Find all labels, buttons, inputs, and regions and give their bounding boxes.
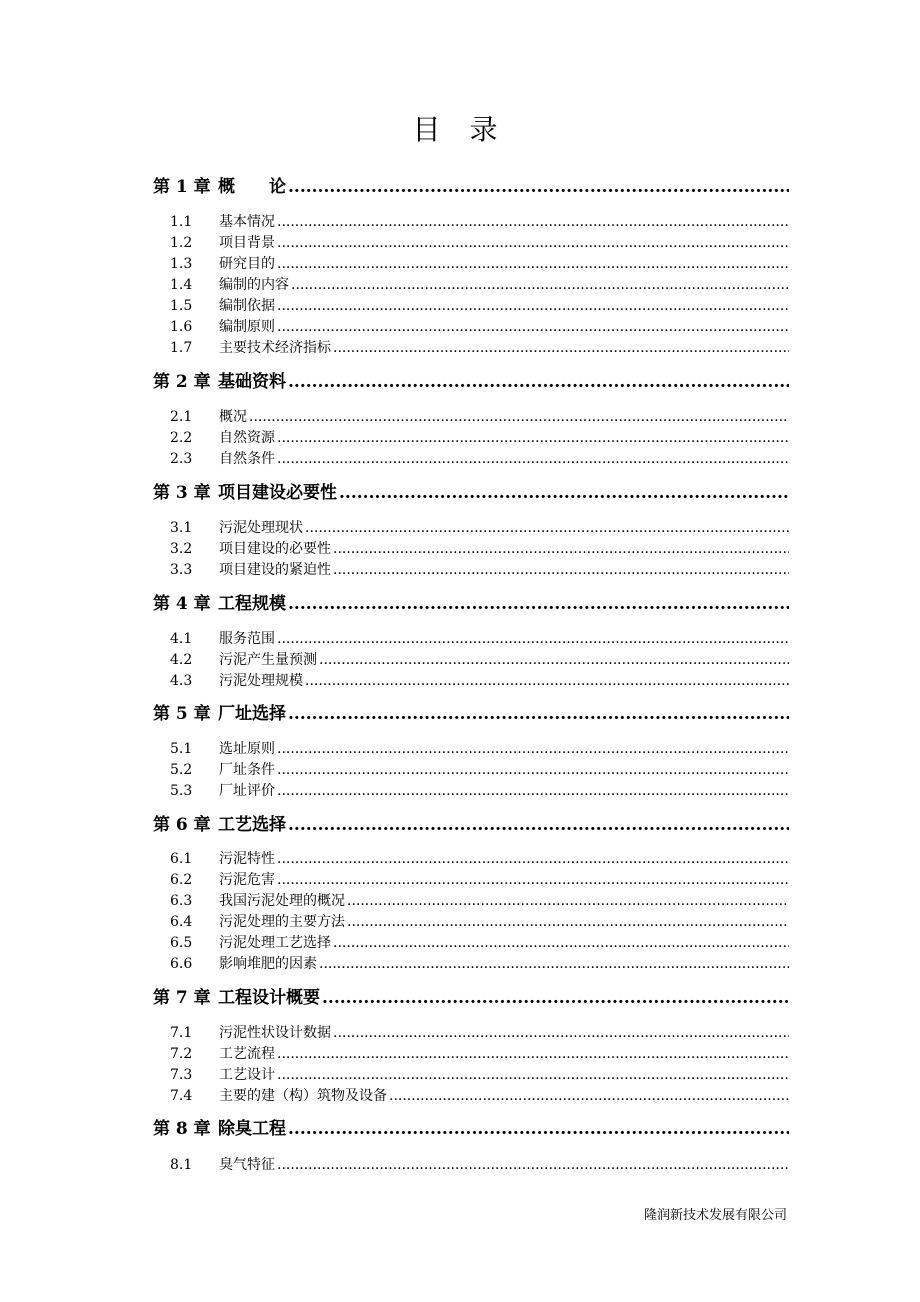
section-title: 我国污泥处理的概况 [219, 893, 345, 909]
section-number: 6.5 [170, 935, 193, 951]
section-title: 项目背景 [219, 235, 275, 251]
section-number: 2.3 [170, 451, 193, 467]
chapter-title: 基础资料 [218, 372, 286, 392]
section-title: 污泥特性 [219, 851, 275, 867]
dot-leader [333, 560, 789, 580]
section-number: 4.1 [170, 631, 193, 647]
toc-section-1-2[interactable] [170, 233, 789, 253]
dot-leader [333, 539, 789, 559]
toc-section-2-3[interactable] [170, 449, 789, 469]
chapter-number: 第 4 章 [153, 594, 211, 614]
dot-leader [277, 1155, 789, 1175]
chapter-number: 第 2 章 [153, 372, 211, 392]
section-title: 编制原则 [219, 319, 275, 335]
section-number: 5.2 [170, 762, 193, 778]
toc-section-2-1[interactable] [170, 407, 789, 427]
dot-leader [277, 870, 789, 890]
toc-chapter-7[interactable] [153, 986, 789, 1010]
toc-section-8-1[interactable] [170, 1155, 789, 1175]
section-number: 6.4 [170, 914, 193, 930]
section-number: 7.3 [170, 1067, 193, 1083]
dot-leader [339, 481, 789, 505]
section-title: 臭气特征 [219, 1157, 275, 1173]
toc-chapter-8[interactable] [153, 1117, 789, 1141]
section-title: 工艺流程 [219, 1046, 275, 1062]
chapter-title: 工程规模 [218, 594, 286, 614]
section-title: 污泥处理规模 [219, 673, 303, 689]
dot-leader [277, 296, 789, 316]
section-number: 7.2 [170, 1046, 193, 1062]
section-number: 4.3 [170, 673, 193, 689]
section-number: 5.1 [170, 741, 193, 757]
section-title: 厂址条件 [219, 762, 275, 778]
toc-section-7-4[interactable] [170, 1086, 789, 1106]
chapter-number: 第 1 章 [153, 177, 211, 197]
toc-section-3-2[interactable] [170, 539, 789, 559]
chapter-number: 第 7 章 [153, 988, 211, 1008]
dot-leader [277, 1044, 789, 1064]
dot-leader [277, 629, 789, 649]
dot-leader [288, 702, 789, 726]
section-title: 项目建设的必要性 [219, 541, 331, 557]
company-footer: 隆润新技术发展有限公司 [643, 1208, 787, 1223]
chapter-title: 工程设计概要 [218, 988, 320, 1008]
toc-section-1-7[interactable] [170, 338, 789, 358]
dot-leader [277, 233, 789, 253]
section-number: 6.2 [170, 872, 193, 888]
toc-section-1-1[interactable] [170, 212, 789, 232]
dot-leader [288, 1117, 789, 1141]
chapter-number: 第 3 章 [153, 483, 211, 503]
dot-leader [288, 370, 789, 394]
section-title: 服务范围 [219, 631, 275, 647]
dot-leader [389, 1086, 789, 1106]
chapter-title: 厂址选择 [218, 704, 286, 724]
toc-section-1-4[interactable] [170, 275, 789, 295]
section-title: 厂址评价 [219, 783, 275, 799]
dot-leader [277, 428, 789, 448]
toc-section-6-1[interactable] [170, 849, 789, 869]
dot-leader [291, 275, 789, 295]
toc-section-1-5[interactable] [170, 296, 789, 316]
section-number: 1.1 [170, 214, 193, 230]
section-title: 项目建设的紧迫性 [219, 562, 331, 578]
section-title: 主要的建（构）筑物及设备 [219, 1088, 387, 1104]
section-number: 1.5 [170, 298, 193, 314]
page-title: 目 录 [412, 113, 508, 146]
section-title: 污泥产生量预测 [219, 652, 317, 668]
toc-section-1-6[interactable] [170, 317, 789, 337]
dot-leader [288, 175, 789, 199]
toc-chapter-2[interactable] [153, 370, 789, 394]
dot-leader [305, 518, 789, 538]
section-title: 污泥危害 [219, 872, 275, 888]
toc-section-3-1[interactable] [170, 518, 789, 538]
dot-leader [277, 781, 789, 801]
section-title: 自然条件 [219, 451, 275, 467]
section-title: 概况 [219, 409, 247, 425]
toc-chapter-6[interactable] [153, 813, 789, 837]
section-title: 编制的内容 [219, 277, 289, 293]
dot-leader [347, 891, 789, 911]
section-title: 工艺设计 [219, 1067, 275, 1083]
section-title: 污泥处理的主要方法 [219, 914, 345, 930]
toc-section-4-2[interactable] [170, 650, 789, 670]
section-title: 污泥处理现状 [219, 520, 303, 536]
section-title: 研究目的 [219, 256, 275, 272]
toc-section-6-3[interactable] [170, 891, 789, 911]
section-number: 1.7 [170, 340, 193, 356]
section-number: 6.6 [170, 956, 193, 972]
section-number: 4.2 [170, 652, 193, 668]
section-title: 主要技术经济指标 [219, 340, 331, 356]
section-number: 6.1 [170, 851, 193, 867]
section-number: 7.1 [170, 1025, 193, 1041]
toc-section-6-2[interactable] [170, 870, 789, 890]
section-number: 5.3 [170, 783, 193, 799]
dot-leader [347, 912, 789, 932]
dot-leader [333, 1023, 789, 1043]
toc-section-6-6[interactable] [170, 954, 789, 974]
dot-leader [277, 212, 789, 232]
section-number: 6.3 [170, 893, 193, 909]
chapter-title: 概 论 [218, 177, 286, 197]
toc-section-5-1[interactable] [170, 739, 789, 759]
toc-section-5-3[interactable] [170, 781, 789, 801]
chapter-title: 工艺选择 [218, 815, 286, 835]
dot-leader [277, 254, 789, 274]
toc-section-7-2[interactable] [170, 1044, 789, 1064]
section-number: 8.1 [170, 1157, 193, 1173]
chapter-number: 第 8 章 [153, 1119, 211, 1139]
toc-section-7-3[interactable] [170, 1065, 789, 1085]
chapter-title: 除臭工程 [218, 1119, 286, 1139]
dot-leader [288, 813, 789, 837]
dot-leader [322, 986, 789, 1010]
toc-section-6-5[interactable] [170, 933, 789, 953]
dot-leader [277, 1065, 789, 1085]
toc-section-1-3[interactable] [170, 254, 789, 274]
section-title: 选址原则 [219, 741, 275, 757]
section-title: 影响堆肥的因素 [219, 956, 317, 972]
chapter-number: 第 5 章 [153, 704, 211, 724]
section-title: 基本情况 [219, 214, 275, 230]
dot-leader [319, 954, 789, 974]
section-number: 3.3 [170, 562, 193, 578]
toc-chapter-4[interactable] [153, 592, 789, 616]
toc-section-7-1[interactable] [170, 1023, 789, 1043]
section-number: 1.6 [170, 319, 193, 335]
section-number: 2.2 [170, 430, 193, 446]
section-number: 1.4 [170, 277, 193, 293]
section-number: 2.1 [170, 409, 193, 425]
dot-leader [333, 933, 789, 953]
dot-leader [277, 849, 789, 869]
dot-leader [249, 407, 789, 427]
section-title: 自然资源 [219, 430, 275, 446]
dot-leader [319, 650, 789, 670]
section-title: 编制依据 [219, 298, 275, 314]
toc-section-6-4[interactable] [170, 912, 789, 932]
section-number: 1.2 [170, 235, 193, 251]
chapter-title: 项目建设必要性 [218, 483, 337, 503]
toc-section-5-2[interactable] [170, 760, 789, 780]
section-number: 3.1 [170, 520, 193, 536]
toc-chapter-1[interactable] [153, 175, 789, 199]
dot-leader [277, 449, 789, 469]
dot-leader [277, 739, 789, 759]
section-number: 3.2 [170, 541, 193, 557]
dot-leader [288, 592, 789, 616]
toc-section-2-2[interactable] [170, 428, 789, 448]
toc-chapter-3[interactable] [153, 481, 789, 505]
dot-leader [277, 317, 789, 337]
dot-leader [305, 671, 789, 691]
dot-leader [333, 338, 789, 358]
dot-leader [277, 760, 789, 780]
toc-section-4-1[interactable] [170, 629, 789, 649]
section-title: 污泥处理工艺选择 [219, 935, 331, 951]
toc-section-3-3[interactable] [170, 560, 789, 580]
section-number: 7.4 [170, 1088, 193, 1104]
section-title: 污泥性状设计数据 [219, 1025, 331, 1041]
toc-section-4-3[interactable] [170, 671, 789, 691]
chapter-number: 第 6 章 [153, 815, 211, 835]
toc-chapter-5[interactable] [153, 702, 789, 726]
section-number: 1.3 [170, 256, 193, 272]
